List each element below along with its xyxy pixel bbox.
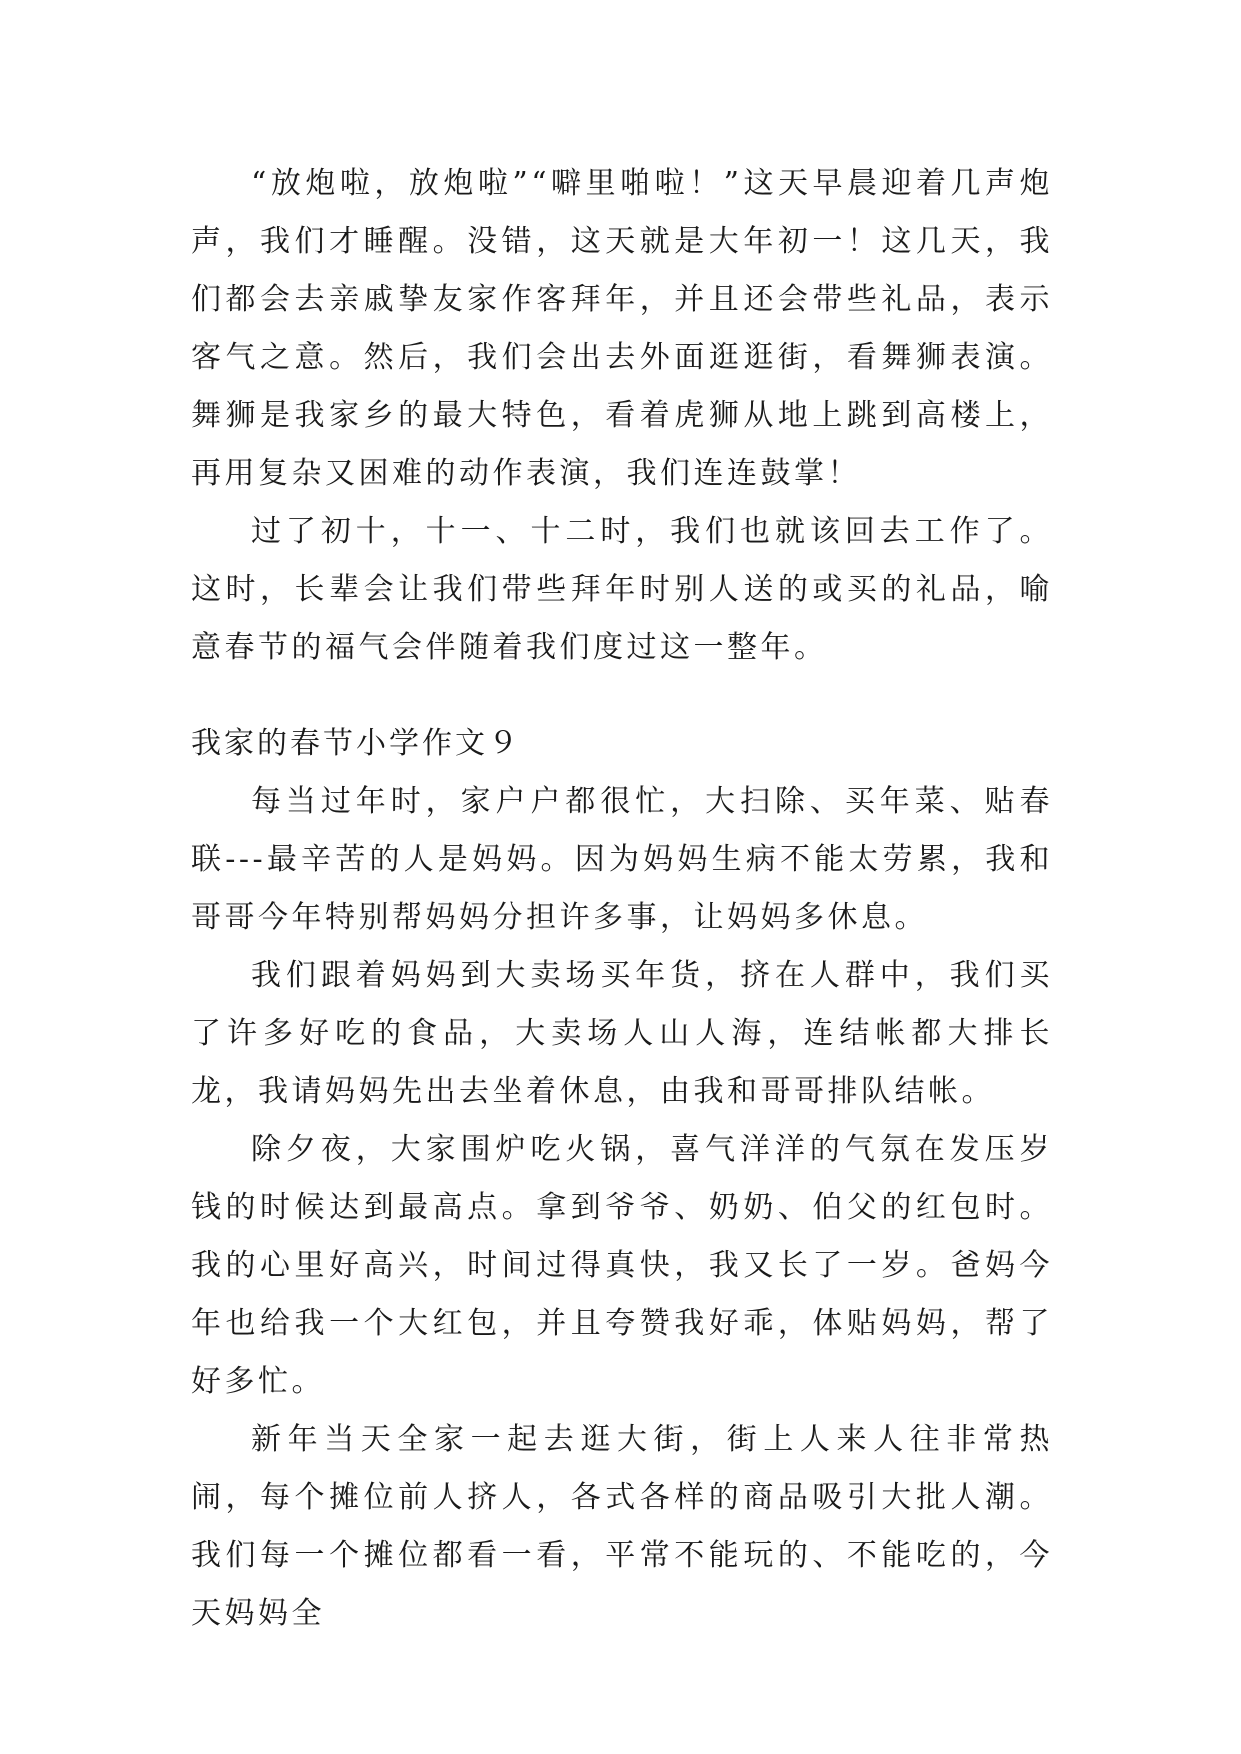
paragraph-street-visit: 新年当天全家一起去逛大街，街上人来人往非常热闹，每个摊位前人挤人，各式各样的商品吸引大批人潮。我们每一个摊位都看一看，平常不能玩的、不能吃的，今天妈妈全 [191,1422,1053,1631]
paragraph-new-year-morning: “放炮啦，放炮啦”“噼里啪啦！”这天早晨迎着几声炮声，我们才睡醒。没错，这天就是大年初一！这几天，我们都会去亲戚挚友家作客拜年，并且还会带些礼品，表示客气之意。然后，我们会出去外面逛逛街，看舞狮表演。舞狮是我家乡的最大特色，看着虎狮从地上跳到高楼上，再用复杂又困难的动作表演，我们连连鼓掌！ [191,166,1053,491]
section-title: 我家的春节小学作文９ [191,726,521,761]
paragraph-return-to-work: 过了初十，十一、十二时，我们也就该回去工作了。这时，长辈会让我们带些拜年时别人送的或买的礼品，喻意春节的福气会伴随着我们度过这一整年。 [191,514,1053,665]
paragraph-new-years-eve: 除夕夜，大家围炉吃火锅，喜气洋洋的气氛在发压岁钱的时候达到最高点。拿到爷爷、奶奶、伯父的红包时。我的心里好高兴，时间过得真快，我又长了一岁。爸妈今年也给我一个大红包，并且夸赞我好乖，体贴妈妈，帮了好多忙。 [191,1132,1053,1399]
essay-body-previous [191,155,1053,677]
paragraph-busy-new-year: 每当过年时，家户户都很忙，大扫除、买年菜、贴春联---最辛苦的人是妈妈。因为妈妈生病不能太劳累，我和哥哥今年特别帮妈妈分担许多事，让妈妈多休息。 [191,784,1053,935]
paragraph-shopping: 我们跟着妈妈到大卖场买年货，挤在人群中，我们买了许多好吃的食品，大卖场人山人海，连结帐都大排长龙，我请妈妈先出去坐着休息，由我和哥哥排队结帐。 [191,958,1053,1109]
essay-section-9 [191,715,1053,1643]
